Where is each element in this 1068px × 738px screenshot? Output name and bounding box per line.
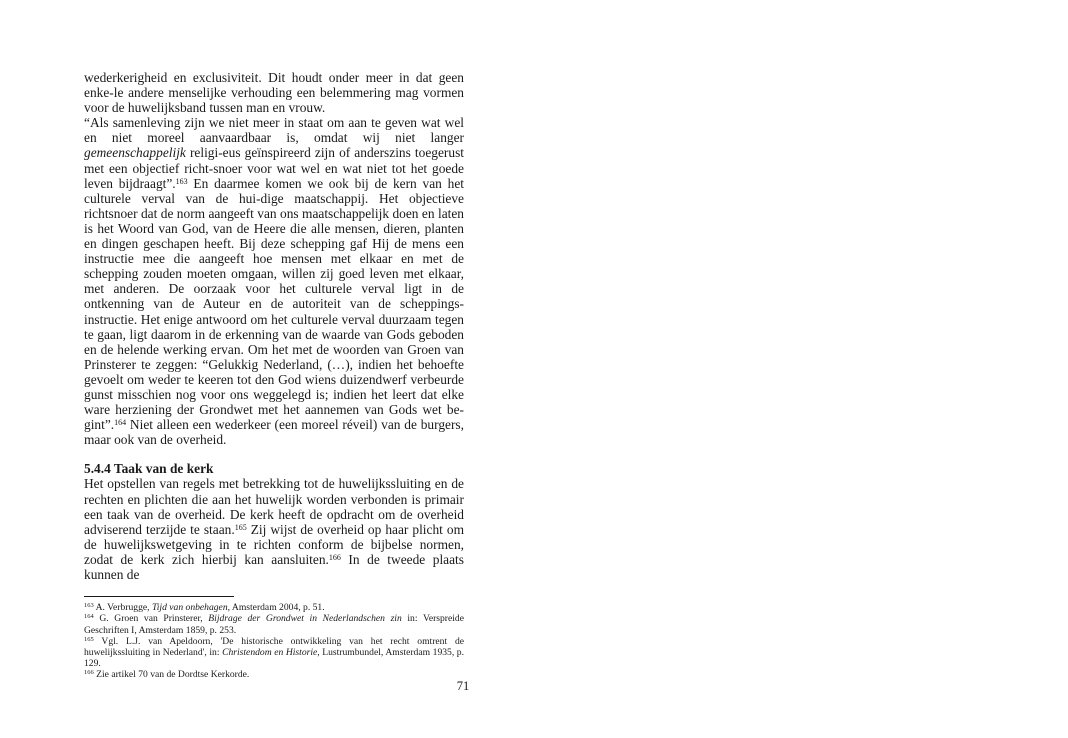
footnote-text: in: Verspreide Geschriften I, Amsterdam 1859, p. 253. [84,613,464,636]
footnote-text: , Amsterdam 2004, p. 51. [227,602,325,614]
footnote-ref-166[interactable]: 166 [328,552,341,562]
footnote-number: 163 [84,602,94,610]
footnote-title: Bijdrage der Grondwet in Nederlandschen zin [208,613,402,625]
paragraph-2-text-d: Niet alleen een wederkeer (een moreel réveil) van de burgers, maar ook van de overheid. [84,417,464,448]
footnote-166 [84,669,464,680]
footnote-number: 164 [84,613,94,621]
paragraph-2 [84,115,464,447]
footnote-164 [84,613,464,635]
section-paragraph [84,476,464,582]
emphasis-gemeenschappelijk: gemeenschappelijk [84,145,186,161]
section-text [84,476,464,582]
footnote-text: A. Verbrugge, [93,602,152,614]
footnote-text: G. Groen van Prinsterer, [93,613,209,625]
paragraph-2-text-a: “Als samenleving zijn we niet meer in staat om aan te geven wat wel en niet moreel aanvaardbaar is, omdat wij niet langer [84,115,464,146]
page-number: 71 [456,679,470,693]
footnote-165 [84,636,464,670]
footnote-number: 165 [84,635,94,643]
page-content [84,70,464,681]
paragraph-2-text-c: En daarmee komen we ook bij de kern van het culturele verval van de hui-dige maatschappij. Het objectieve richtsnoer dat de norm aangeeft van ons maatschappelijk doen en laten is het Woord van God, van de Heere die alle mensen, dieren, planten en dingen geschapen heeft. Bij deze schepping gaf Hij de mens een instructie mee die aangeeft hoe mensen met elkaar en met de schepping zouden moeten omgaan, willen zij goed leven met elkaar, met anderen. De oorzaak voor het culturele verval ligt in de ontkenning van de Auteur en de autoriteit van de scheppings-instructie. Het enige antwoord om het culturele verval duurzaam tegen te gaan, ligt daarom in de erkenning van de waarde van Gods geboden en de helende werking ervan. Om het met de woorden van Groen van Prinsterer te zeggen: “Gelukkig Nederland, (…), indien het behoefte gevoelt om weder te keeren tot den God wiens duizendwerf verbeurde gunst misschien nog voor ons weggelegd is; indien het leert dat elke ware herziening der Grondwet met het aannemen van Gods wet be-gint”. [84,175,464,433]
footnote-title: Christendom en Historie [222,646,318,658]
section-text-a: Het opstellen van regels met betrekking tot de huwelijkssluiting en de rechten en plichten die aan het huwelijk worden verbonden is primair een taak van de overheid. De kerk heeft de opdracht om de overheid adviserend terzijde te staan. [84,476,464,537]
section-text-b: Zij wijst de overheid op haar plicht om de huwelijkswetgeving in te richten conform de bijbelse normen, zodat de kerk zich hierbij kan aansluiten. [84,521,465,567]
footnote-ref-165[interactable]: 165 [234,522,247,532]
footnote-text: Vgl. L.J. van Apeldoorn, 'De historische ontwikkeling van het recht omtrent de huwelijkssluiting in Nederland', in: [84,635,464,658]
paragraph-1 [84,70,464,115]
main-text [84,70,464,447]
footnote-text: , Lustrumbundel, Amsterdam 1935, p. 129. [84,646,464,670]
footnote-text: Zie artikel 70 van de Dordtse Kerkorde. [93,669,250,681]
footnotes [84,602,464,680]
footnote-ref-163[interactable]: 163 [175,176,188,186]
section-heading: 5.4.4 Taak van de kerk [84,461,214,477]
section-text-c: In de tweede plaats kunnen de [84,551,464,582]
footnote-divider [84,596,234,597]
footnote-title: Tijd van onbehagen [151,602,228,614]
footnote-ref-164[interactable]: 164 [114,418,127,428]
footnote-number: 166 [84,669,94,677]
paragraph-1-text: wederkerigheid en exclusiviteit. Dit houdt onder meer in dat geen enke-le andere menselijke verhouding een belemmering mag vormen voor de huwelijksband tussen man en vrouw. [84,70,464,116]
footnote-163 [84,602,464,613]
paragraph-2-text-b: religi-eus geïnspireerd zijn of anderszins toegerust met een objectief richt-snoer voor wat wel en wat niet tot het goede leven bijdraagt”. [84,145,464,191]
